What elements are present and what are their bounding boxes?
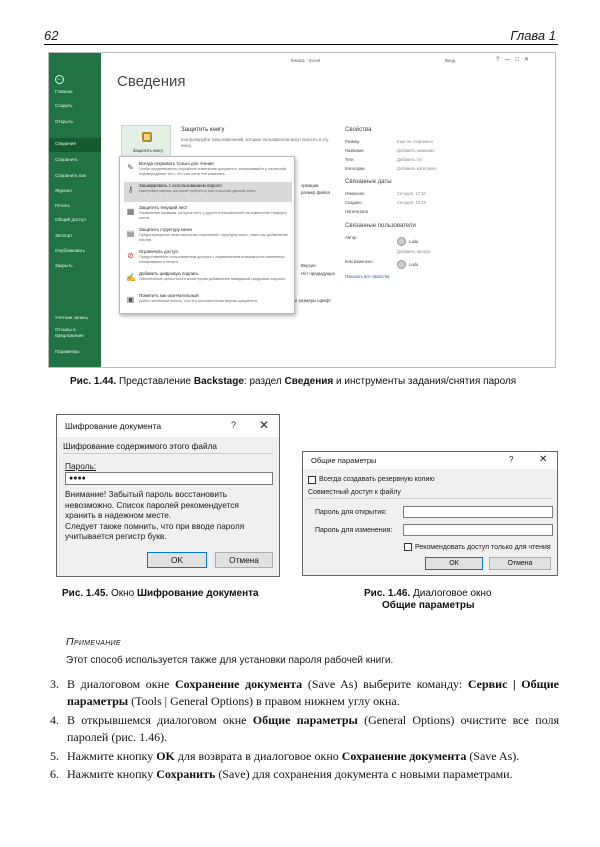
backstage-screenshot bbox=[48, 52, 556, 368]
dialog-title: Общие параметры bbox=[311, 456, 377, 465]
protect-title: Защитить книгу bbox=[181, 127, 225, 133]
protect-dropdown-menu bbox=[119, 156, 295, 314]
prop-value: Еще не сохранено bbox=[397, 139, 433, 144]
list-text: Нажмите кнопку OK для возврата в диалоговое окно Сохранение документа (Save As). bbox=[67, 749, 520, 763]
note-heading: Примечание bbox=[66, 636, 121, 648]
prop-key: Категории bbox=[345, 166, 365, 171]
general-options-dialog bbox=[302, 451, 558, 576]
figure-1-46-caption-line2: Общие параметры bbox=[382, 600, 475, 611]
cancel-button[interactable]: Отмена bbox=[489, 557, 551, 570]
info-fragment: ормации bbox=[301, 183, 319, 188]
chapter-title: Глава 1 bbox=[510, 28, 556, 43]
group-divider bbox=[308, 498, 552, 499]
menu-item-protect-structure[interactable]: ▤ Защитить структуру книги Предотвращение нежелательных изменений структуры книги, таких как добавление листов. bbox=[126, 227, 289, 242]
properties-title: Свойства bbox=[345, 127, 372, 133]
group-divider bbox=[63, 453, 273, 454]
password-label: Пароль: bbox=[65, 461, 97, 471]
lock-icon bbox=[142, 132, 152, 142]
author-avatar bbox=[397, 237, 406, 246]
menu-item-digital-signature[interactable]: ✍ Добавить цифровую подпись Обеспечение целостности книги путем добавления невидимой цифровой подписи. bbox=[126, 271, 286, 282]
ok-button[interactable]: OK bbox=[147, 552, 207, 568]
document-final-icon: ▣ bbox=[126, 295, 135, 304]
dates-title: Связанные даты bbox=[345, 179, 392, 185]
backup-checkbox[interactable] bbox=[308, 476, 316, 484]
date-key: Создано bbox=[345, 200, 362, 205]
close-icon[interactable]: ✕ bbox=[539, 454, 548, 465]
modified-by-label: Кем изменено bbox=[345, 259, 373, 264]
prop-value[interactable]: Добавить тег bbox=[397, 157, 423, 162]
sidebar-item[interactable]: Открыть bbox=[55, 119, 74, 124]
protect-description: Контролируйте типы изменений, которые пользователи могут вносить в эту книгу. bbox=[181, 137, 329, 148]
group-label: Шифрование содержимого этого файла bbox=[63, 441, 218, 451]
modifier-name: Lada bbox=[409, 262, 419, 267]
prop-key: Теги bbox=[345, 157, 354, 162]
share-group-label: Совместный доступ к файлу bbox=[308, 489, 401, 496]
prop-key: Размер bbox=[345, 139, 360, 144]
add-author-link[interactable]: Добавить автора bbox=[397, 249, 430, 254]
figure-1-44-caption: Рис. 1.44. Представление Backstage: раздел Сведения и инструменты задания/снятия пароля bbox=[70, 376, 517, 387]
figure-1-46-caption-line1: Рис. 1.46. Диалоговое окно bbox=[364, 588, 492, 599]
sidebar-item[interactable]: Сохранить как bbox=[55, 173, 86, 178]
date-key: Напечатано bbox=[345, 209, 369, 214]
readonly-label: Рекомендовать доступ только для чтения bbox=[415, 544, 551, 551]
list-number: 5. bbox=[50, 749, 59, 763]
header-rule bbox=[44, 44, 558, 45]
encrypt-document-dialog bbox=[56, 414, 280, 577]
sidebar-item[interactable]: Экспорт bbox=[55, 233, 73, 238]
list-text: В диалоговом окне Сохранение документа (Save As) выберите команду: Сервис | Общие параметры (Tools | General Options) в правом нижнем углу окна. bbox=[67, 677, 559, 708]
menu-item-encrypt-password[interactable]: ⚷ Зашифровать с использованием пароля Настройка пароля, который требуется для открытия данной книги. bbox=[124, 182, 292, 202]
list-number: 3. bbox=[50, 677, 59, 691]
window-controls-icon[interactable]: ? — □ ✕ bbox=[496, 57, 529, 63]
help-icon[interactable]: ? bbox=[231, 420, 237, 430]
date-key: Изменено bbox=[345, 191, 365, 196]
page-number: 62 bbox=[44, 28, 59, 43]
modify-password-label: Пароль для изменения: bbox=[315, 527, 393, 534]
list-number: 6. bbox=[50, 767, 59, 781]
sidebar-item[interactable]: Закрыть bbox=[55, 263, 73, 268]
menu-item-restrict-access[interactable]: ⊘ Ограничить доступ Предоставление пользователям доступа с ограничением возможности изменения, копирования и печати. bbox=[127, 249, 286, 264]
author-label: Автор bbox=[345, 235, 357, 240]
font-size-fragment: е размеры шрифт bbox=[295, 298, 331, 303]
author-name: Lada bbox=[409, 239, 419, 244]
sidebar-item[interactable]: Параметры bbox=[55, 349, 80, 354]
open-password-input[interactable] bbox=[403, 506, 553, 518]
dialog-footer bbox=[57, 542, 279, 576]
list-text: Нажмите кнопку Сохранить (Save) для сохранения документа с новыми параметрами. bbox=[67, 767, 513, 781]
modify-password-input[interactable] bbox=[403, 524, 553, 536]
dialog-body bbox=[303, 469, 557, 575]
warning-text: Внимание! Забытый пароль восстановить невозможно. Список паролей рекомендуется хранить в надежном месте. Следует также помнить, что при вводе пароля учитывается регистр букв. bbox=[65, 489, 245, 541]
list-number: 4. bbox=[50, 713, 59, 727]
sheet-lock-icon: ▦ bbox=[126, 207, 135, 216]
date-value: Сегодня, 17:10 bbox=[397, 191, 426, 196]
protect-button-label: Защитить книгу bbox=[132, 148, 164, 153]
sidebar-item[interactable]: Создать bbox=[55, 103, 73, 108]
window-title: Книга1 - Excel bbox=[291, 58, 321, 63]
page-heading: Сведения bbox=[117, 73, 186, 90]
prop-value[interactable]: Добавить категорию bbox=[397, 166, 437, 171]
back-arrow-icon[interactable]: ← bbox=[56, 76, 63, 82]
sidebar-item[interactable]: Учетная запись bbox=[55, 315, 89, 320]
note-text: Этот способ используется также для установки пароля рабочей книги. bbox=[66, 655, 394, 666]
title-bar bbox=[101, 53, 556, 67]
people-title: Связанные пользователи bbox=[345, 223, 416, 229]
date-value: Сегодня, 16:19 bbox=[397, 200, 426, 205]
menu-item-protect-sheet[interactable]: ▦ Защитить текущий лист Управление правами, которые есть у других пользователей на изменение текущего листа. bbox=[126, 205, 288, 220]
open-password-label: Пароль для открытия: bbox=[315, 509, 387, 516]
close-icon[interactable]: ✕ bbox=[259, 418, 270, 432]
sidebar-item[interactable]: Опубликовать bbox=[55, 248, 86, 253]
help-icon[interactable]: ? bbox=[509, 455, 514, 464]
sign-in-link[interactable]: Вход bbox=[445, 58, 456, 63]
structure-icon: ▤ bbox=[126, 229, 135, 238]
no-previous-fragment: Нет предыдущих bbox=[301, 271, 335, 276]
sidebar-item[interactable]: Главная bbox=[55, 89, 73, 94]
prop-key: Название bbox=[345, 148, 364, 153]
cancel-button[interactable]: Отмена bbox=[215, 552, 273, 568]
list-text: В открывшемся диалоговом окне Общие параметры (General Options) очистите все поля паролей (рис. 1.46). bbox=[67, 713, 559, 744]
dialog-body bbox=[57, 437, 279, 542]
readonly-checkbox[interactable] bbox=[404, 543, 412, 551]
dialog-title: Шифрование документа bbox=[65, 421, 162, 431]
sidebar-item[interactable]: Сохранить bbox=[55, 157, 78, 162]
show-all-properties-link[interactable]: Показать все свойства bbox=[345, 274, 390, 279]
backup-label: Всегда создавать резервную копию bbox=[319, 476, 435, 483]
prop-value[interactable]: Добавить название bbox=[397, 148, 435, 153]
password-input[interactable] bbox=[65, 472, 273, 485]
sidebar-item[interactable]: Печать bbox=[55, 203, 71, 208]
restrict-icon: ⊘ bbox=[127, 251, 134, 260]
sidebar-item[interactable]: Сведения bbox=[55, 141, 76, 146]
password-mask: ●●●● bbox=[69, 475, 86, 482]
sidebar-item[interactable]: Отзывы и предложения bbox=[55, 327, 84, 338]
sidebar-item[interactable]: Журнал bbox=[55, 188, 72, 193]
sidebar-item[interactable]: Общий доступ bbox=[55, 217, 86, 222]
backstage-sidebar bbox=[49, 53, 101, 368]
size-fragment: размер файла bbox=[301, 190, 330, 195]
pencil-icon: ✎ bbox=[127, 163, 134, 172]
versions-fragment: Версии bbox=[301, 263, 316, 268]
signature-icon: ✍ bbox=[126, 273, 136, 282]
menu-item-read-only[interactable]: ✎ Всегда открывать только для чтения Чтобы предотвратить случайное изменение документа, запрашивайте у читателей подтверждение того, что они хотят его изменить. bbox=[127, 161, 286, 176]
modifier-avatar bbox=[397, 260, 406, 269]
key-icon: ⚷ bbox=[127, 185, 134, 194]
menu-item-mark-final[interactable]: ▣ Пометить как окончательный Дайте читателям понять, что это окончательная версия документа. bbox=[126, 293, 258, 304]
ok-button[interactable]: ОК bbox=[425, 557, 483, 570]
figure-1-45-caption: Рис. 1.45. Окно Шифрование документа bbox=[62, 588, 259, 599]
